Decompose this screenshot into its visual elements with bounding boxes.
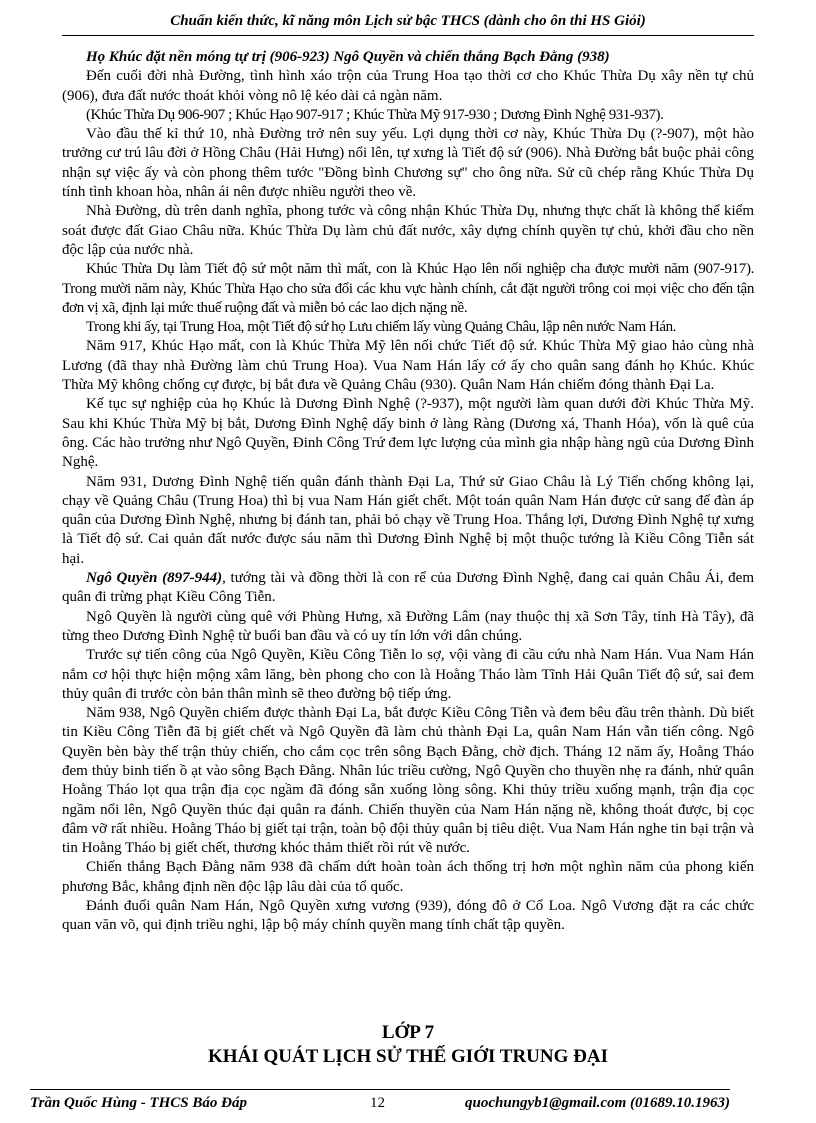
paragraph: Trong khi ấy, tại Trung Hoa, một Tiết độ sứ họ Lưu chiếm lấy vùng Quảng Châu, lập nên nước Nam Hán.: [86, 319, 676, 336]
ngo-quyen-paragraph: [62, 569, 754, 608]
paragraph: Năm 917, Khúc Hạo mất, con là Khúc Thừa Mỹ lên nối chức Tiết độ sứ. Khúc Thừa Mỹ giao hảo cùng nhà Lương (đã thay nhà Đường làm chủ Trung Hoa). Vua Nam Hán lấy cớ ấy cho quân sang đánh họ Khúc. Khúc Thừa Mỹ không chống cự được, bị bắt đưa về Quảng Châu (930). Quân Nam Hán chiếm đóng thành Đại La.: [62, 338, 754, 394]
page-header: Chuẩn kiến thức, kĩ năng môn Lịch sử bậc THCS (dành cho ôn thi HS Giỏi): [62, 10, 754, 36]
paragraph: Chiến thắng Bạch Đằng năm 938 đã chấm dứt hoàn toàn ách thống trị hơn một nghìn năm của phong kiến phương Bắc, khẳng định nền độc lập lâu dài của tổ quốc.: [62, 859, 754, 895]
paragraph: Kế tục sự nghiệp của họ Khúc là Dương Đình Nghệ (?-937), một người làm quan dưới đời Khúc Thừa Mỹ. Sau khi Khúc Thừa Mỹ bị bắt, Dương Đình Nghệ dấy binh ở làng Ràng (Dương xá, Thanh Hóa), vốn là quê của ông. Các hào trưởng như Ngô Quyền, Đinh Công Trứ đem lực lượng của mình gia nhập hàng ngũ của Dương Đình Nghệ.: [62, 396, 754, 471]
paragraph: Năm 931, Dương Đình Nghệ tiến quân đánh thành Đại La, Thứ sử Giao Châu là Lý Tiến chống không lại, chạy về Quảng Châu (Trung Hoa) thì bị vua Nam Hán giết chết. Một toán quân Nam Hán được cử sang để đàn áp quân của Dương Đình Nghệ, nhưng bị đánh tan, phải bỏ chạy về Trung Hoa. Thắng lợi, Dương Đình Nghệ tự xưng là Tiết độ sứ. Cai quản đất nước được sáu năm thì Dương Đình Nghệ bị một thuộc tướng là Kiều Công Tiễn sát hại.: [62, 473, 754, 567]
paragraph: (Khúc Thừa Dụ 906-907 ; Khúc Hạo 907-917 ; Khúc Thừa Mỹ 917-930 ; Dương Đình Nghệ 931-937).: [86, 106, 664, 123]
paragraph: Đánh đuổi quân Nam Hán, Ngô Quyền xưng vương (939), đóng đô ở Cổ Loa. Ngô Vương đặt ra các chức quan văn võ, qui định triều nghi, lập bộ máy chính quyền mang tính chất tập quyền.: [62, 898, 754, 934]
document-body: [62, 48, 754, 936]
chapter-title: KHÁI QUÁT LỊCH SỬ THẾ GIỚI TRUNG ĐẠI: [208, 1046, 608, 1067]
ngo-quyen-label: Ngô Quyền (897-944): [86, 570, 223, 587]
page-number: 12: [370, 1095, 385, 1111]
grade-title: LỚP 7: [381, 1022, 435, 1043]
paragraph: Ngô Quyền là người cùng quê với Phùng Hưng, xã Đường Lâm (nay thuộc thị xã Sơn Tây, tỉnh Hà Tây), đã từng theo Dương Đình Nghệ từ buổi ban đầu và có uy tín lớn với dân chúng.: [62, 608, 754, 644]
paragraph: Nhà Đường, dù trên danh nghĩa, phong tước và công nhận Khúc Thừa Dụ, nhưng thực chất là không thể kiểm soát được đất Giao Châu nữa. Khúc Thừa Dụ làm chủ đất nước, xây dựng chính quyền tự chủ, khởi đầu cho nền độc lập của nước nhà.: [62, 203, 754, 258]
paragraph: Đến cuối đời nhà Đường, tình hình xáo trộn của Trung Hoa tạo thời cơ cho Khúc Thừa Dụ xây nền tự chủ (906), đưa đất nước thoát khỏi vòng nô lệ kéo dài cả ngàn năm.: [62, 68, 754, 104]
ngo-quyen-text: , tướng tài và đồng thời là con rể của Dương Đình Nghệ, đang cai quản Châu Ái, đem quân đi trừng phạt Kiều Công Tiễn.: [62, 570, 754, 606]
paragraph: Trước sự tiến công của Ngô Quyền, Kiều Công Tiễn lo sợ, vội vàng đi cầu cứu nhà Nam Hán. Vua Nam Hán nắm cơ hội thực hiện mộng xâm lăng, bèn phong cho con là Hoằng Tháo làm Tĩnh Hải Quân Tiết độ sứ, sai đem thủy quân đi trước còn bản thân mình sẽ theo đường bộ tiếp ứng.: [62, 647, 754, 702]
paragraph: Khúc Thừa Dụ làm Tiết độ sứ một năm thì mất, con là Khúc Hạo lên nối nghiệp cha được mười năm (907-917). Trong mười năm này, Khúc Thừa Hạo cho sửa đổi các khu vực hành chính, cắt đặt người trông coi mọi việc cho đến tận đơn vị xã, định lại mức thuế ruộng đất và miễn bỏ các lao dịch nặng nề.: [62, 261, 754, 316]
page-footer: [30, 1089, 730, 1111]
chapter-heading: [62, 1021, 754, 1069]
footer-contact: quochungyb1@gmail.com (01689.10.1963): [465, 1095, 730, 1111]
section-title: Họ Khúc đặt nền móng tự trị (906-923) Ngô Quyền và chiến thắng Bạch Đằng (938): [86, 49, 610, 65]
footer-author: Trần Quốc Hùng - THCS Báo Đáp: [30, 1095, 247, 1111]
paragraph: Vào đầu thế kỉ thứ 10, nhà Đường trở nên suy yếu. Lợi dụng thời cơ này, Khúc Thừa Dụ (?-907), một hào trưởng cư trú lâu đời ở Hồng Châu (Hải Hưng) nổi lên, tự xưng là Tiết độ sứ (906). Nhà Đường bắt buộc phải công nhận sự việc ấy và còn phong thêm tước "Đồng bình Chương sự" cho ông nữa. Sử cũ chép rằng Khúc Thừa Dụ tính tình khoan hòa, nhân ái nên được nhiều người theo về.: [62, 126, 754, 201]
paragraph: Năm 938, Ngô Quyền chiếm được thành Đại La, bắt được Kiều Công Tiễn và đem bêu đầu trên thành. Dù biết tin Kiều Công Tiễn đã bị giết chết và Ngô Quyền đã làm chủ thành Đại La, quân Nam Hán vẫn tiến công. Ngô Quyền bèn bày thế trận thủy chiến, cho cắm cọc trên sông Bạch Đằng, chờ địch. Tháng 12 năm ấy, Hoằng Tháo đem thủy binh tiến ồ ạt vào sông Bạch Đằng. Nhân lúc triều cường, Ngô Quyền cho thuyền nhẹ ra đánh, nhử quân Hoằng Tháo lọt qua trận địa cọc ngầm đã đóng sẵn xuống lòng sông. Khi thủy triều xuống mạnh, trận địa cọc ngầm nổi lên, Ngô Quyền thúc đại quân ra đánh. Chiến thuyền của Nam Hán nặng nề, không thoát được, bị cọc đâm vỡ rất nhiều. Hoằng Tháo bị giết tại trận, toàn bộ đội thủy quân bị tiêu diệt. Vua Nam Hán nghe tin bại trận và tin Hoằng Tháo bị giết chết, thương khóc thảm thiết rồi rút về nước.: [62, 705, 754, 857]
